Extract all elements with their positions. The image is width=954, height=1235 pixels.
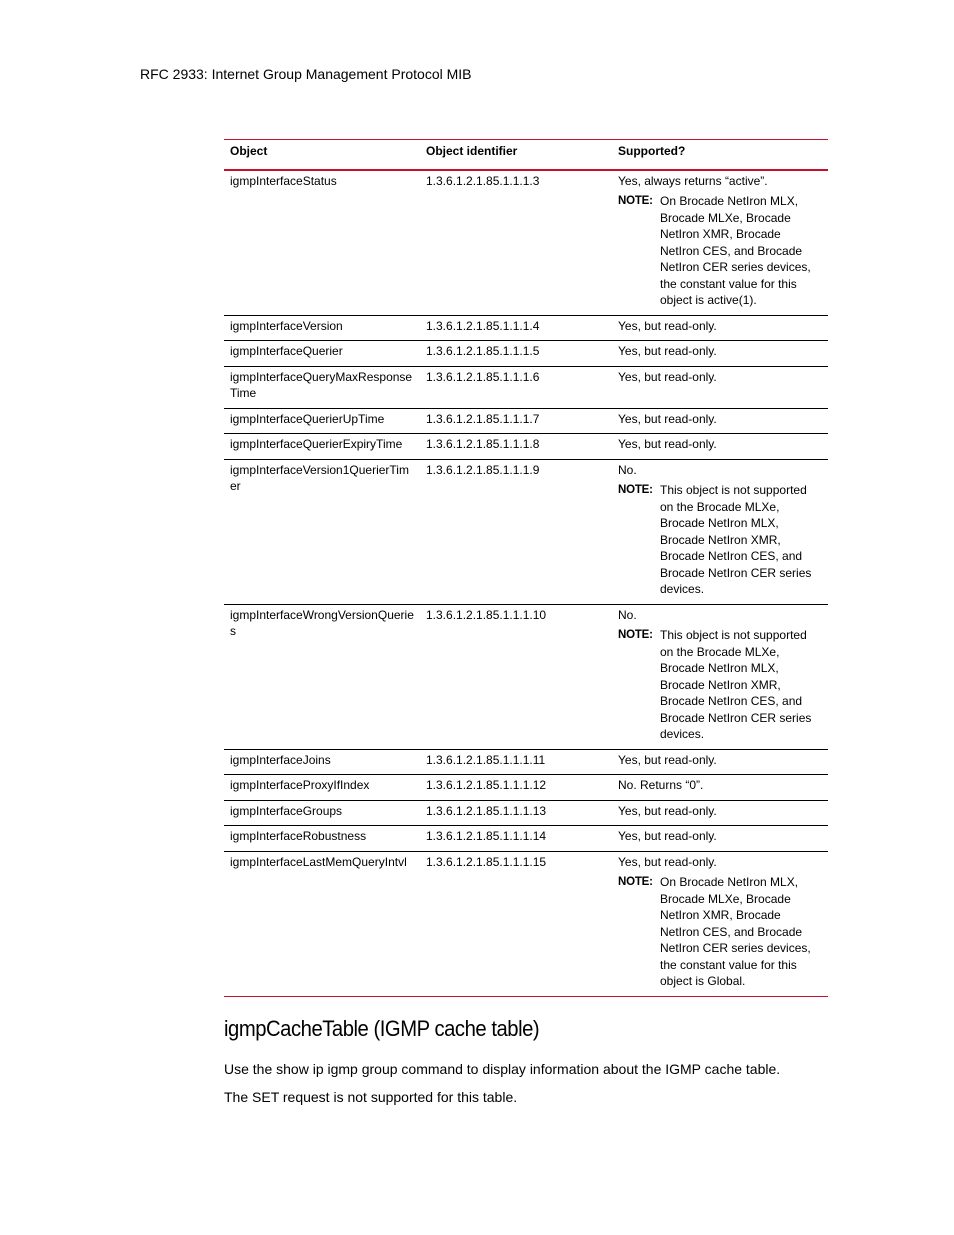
section-paragraph: Use the show ip igmp group command to display information about the IGMP cache table. [224,1061,781,1077]
supported-cell [612,459,828,604]
object-name-cell: igmpInterfaceQuerierExpiryTime [230,437,403,451]
object-identifier-cell: 1.3.6.1.2.1.85.1.1.1.7 [426,411,540,426]
supported-cell [612,170,828,316]
note [618,874,822,990]
supported-text: No. [618,462,637,477]
running-header: RFC 2933: Internet Group Management Protocol MIB [140,66,472,82]
object-name-cell: igmpInterfaceStatus [230,173,337,188]
object-identifier-cell: 1.3.6.1.2.1.85.1.1.1.9 [426,462,540,477]
supported-text: Yes, but read-only. [618,829,717,843]
column-header-oid: Object identifier [426,144,518,158]
supported-cell [612,408,828,434]
object-identifier-cell: 1.3.6.1.2.1.85.1.1.1.14 [426,829,547,843]
mib-object-table [224,139,828,997]
object-name-cell: igmpInterfaceQuerierUpTime [230,411,385,426]
supported-text: No. Returns “0”. [618,778,704,792]
supported-text: Yes, but read-only. [618,437,717,451]
supported-text: Yes, always returns “active”. [618,173,768,188]
object-name-cell: igmpInterfaceJoins [230,752,331,767]
table-row [224,434,828,460]
note-text: This object is not supported on the Brocade MLXe, Brocade NetIron MLX, Brocade NetIron XMR, Brocade NetIron CES, and Brocade NetIron CER series devices. [660,483,812,596]
supported-cell [612,800,828,826]
supported-text: No. [618,607,637,622]
note [618,627,822,743]
table-row [224,851,828,996]
supported-text: Yes, but read-only. [618,344,717,358]
object-name-cell: igmpInterfaceProxyIfIndex [230,778,370,792]
table-row [224,749,828,775]
object-name-cell: igmpInterfaceRobustness [230,829,367,843]
object-identifier-cell: 1.3.6.1.2.1.85.1.1.1.3 [426,173,540,188]
supported-text: Yes, but read-only. [618,318,717,333]
supported-cell [612,315,828,341]
object-identifier-cell: 1.3.6.1.2.1.85.1.1.1.8 [426,437,540,451]
table-row [224,408,828,434]
note-text: On Brocade NetIron MLX, Brocade MLXe, Brocade NetIron XMR, Brocade NetIron CES, and Brocade NetIron CER series devices, the constant value for this object is active(1). [660,194,811,307]
object-identifier-cell: 1.3.6.1.2.1.85.1.1.1.5 [426,344,540,358]
supported-cell [612,775,828,801]
note-label: NOTE: [618,195,653,207]
supported-text: Yes, but read-only. [618,854,717,869]
table-row [224,775,828,801]
table-row [224,315,828,341]
supported-cell [612,851,828,996]
supported-cell [612,341,828,367]
section-heading: igmpCacheTable (IGMP cache table) [224,1016,540,1041]
object-name-cell: igmpInterfaceVersion [230,318,343,333]
object-identifier-cell: 1.3.6.1.2.1.85.1.1.1.4 [426,318,540,333]
table-row [224,341,828,367]
object-name-cell: igmpInterfaceGroups [230,803,343,818]
note [618,482,822,598]
supported-cell [612,366,828,408]
supported-text: Yes, but read-only. [618,752,717,767]
object-name-cell: igmpInterfaceQueryMaxResponseTime [230,369,413,400]
note-label: NOTE: [618,629,653,641]
supported-cell [612,604,828,749]
object-name-cell: igmpInterfaceLastMemQueryIntvl [230,854,407,869]
supported-text: Yes, but read-only. [618,411,717,426]
object-identifier-cell: 1.3.6.1.2.1.85.1.1.1.12 [426,778,547,792]
object-name-cell: igmpInterfaceVersion1QuerierTimer [230,462,409,493]
object-name-cell: igmpInterfaceWrongVersionQueries [230,607,414,638]
note-text: This object is not supported on the Brocade MLXe, Brocade NetIron MLX, Brocade NetIron XMR, Brocade NetIron CES, and Brocade NetIron CER series devices. [660,628,812,741]
section-paragraph: The SET request is not supported for this table. [224,1089,518,1105]
object-identifier-cell: 1.3.6.1.2.1.85.1.1.1.15 [426,854,547,869]
table-row [224,170,828,316]
column-header-supported: Supported? [618,144,686,158]
table-row [224,459,828,604]
note-text: On Brocade NetIron MLX, Brocade MLXe, Brocade NetIron XMR, Brocade NetIron CES, and Brocade NetIron CER series devices, the constant value for this object is Global. [660,875,811,988]
object-identifier-cell: 1.3.6.1.2.1.85.1.1.1.11 [426,752,546,767]
object-identifier-cell: 1.3.6.1.2.1.85.1.1.1.6 [426,369,540,384]
object-identifier-cell: 1.3.6.1.2.1.85.1.1.1.13 [426,803,547,818]
supported-cell [612,826,828,852]
table-row [224,800,828,826]
object-identifier-cell: 1.3.6.1.2.1.85.1.1.1.10 [426,607,547,622]
table-row [224,826,828,852]
object-name-cell: igmpInterfaceQuerier [230,344,343,358]
supported-text: Yes, but read-only. [618,803,717,818]
supported-cell [612,749,828,775]
note [618,193,822,309]
supported-text: Yes, but read-only. [618,369,717,384]
note-label: NOTE: [618,876,653,888]
note-label: NOTE: [618,484,653,496]
supported-cell [612,434,828,460]
table-row [224,604,828,749]
column-header-object: Object [230,144,268,158]
table-header-row [224,140,828,170]
table-row [224,366,828,408]
